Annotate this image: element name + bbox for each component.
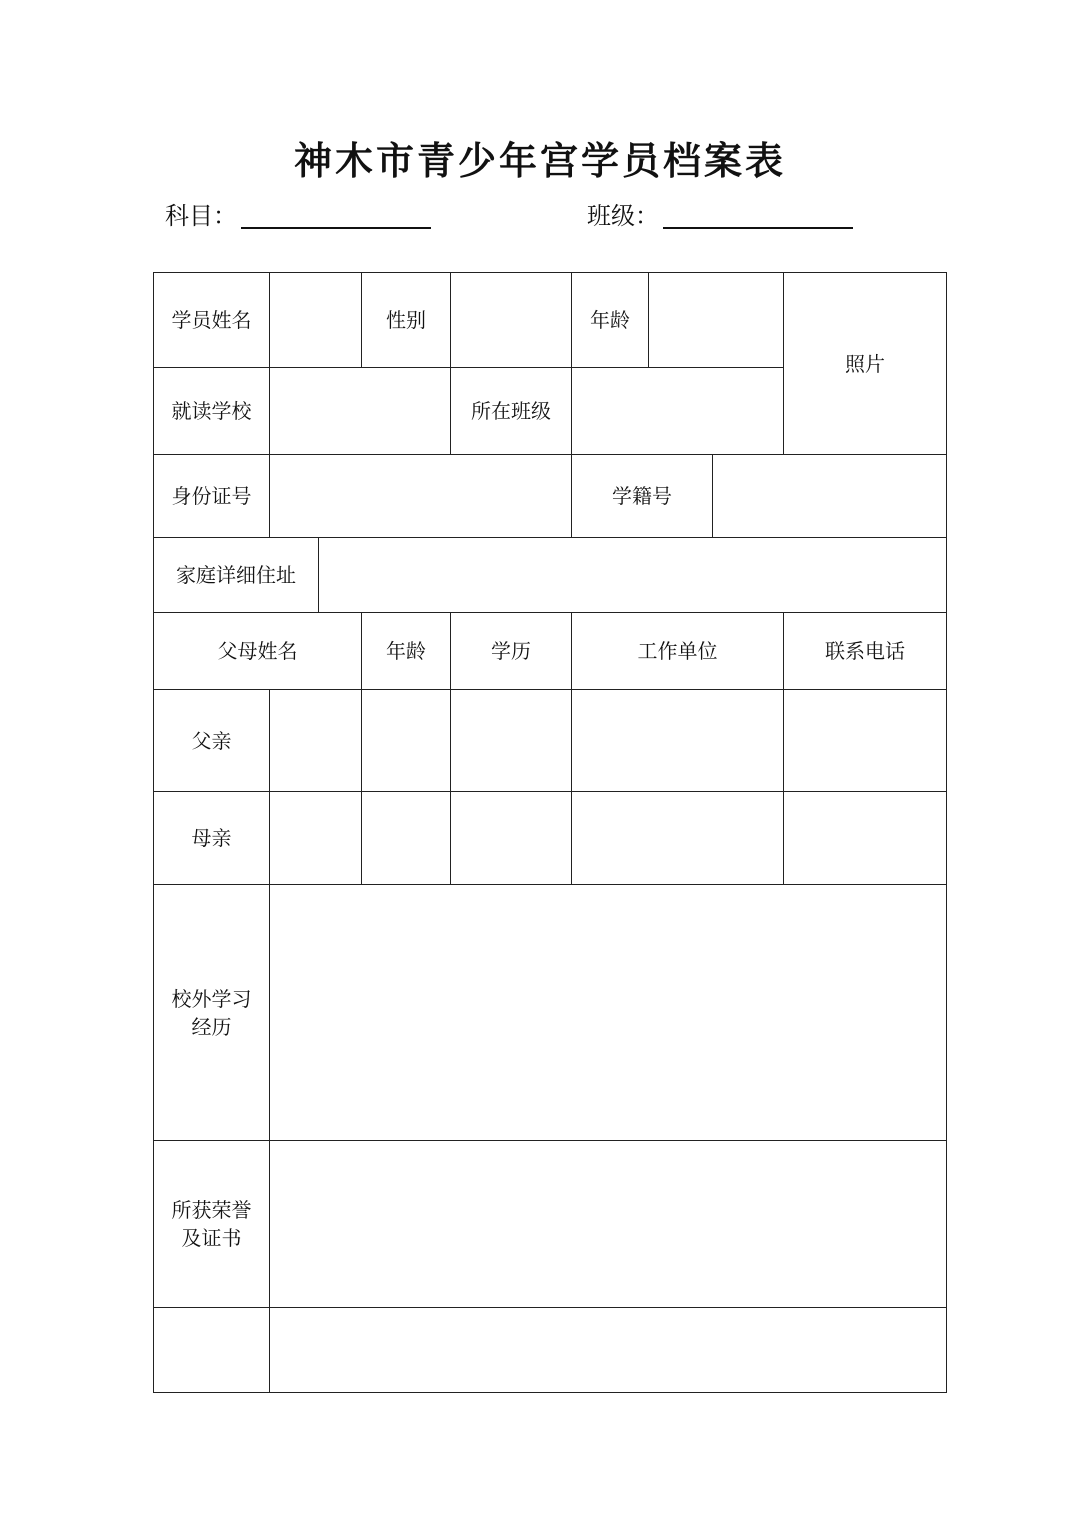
class-label: 班级： bbox=[587, 202, 659, 230]
subject-field bbox=[165, 196, 431, 236]
father-name-cell[interactable] bbox=[270, 690, 362, 792]
mother-age-cell[interactable] bbox=[362, 792, 451, 885]
page-title: 神木市青少年宫学员档案表 bbox=[293, 138, 786, 183]
mother-education-cell[interactable] bbox=[451, 792, 572, 885]
school-cell[interactable] bbox=[270, 368, 451, 455]
parents-name-header: 父母姓名 bbox=[154, 613, 362, 690]
parents-education-header: 学历 bbox=[451, 613, 572, 690]
mother-phone-cell[interactable] bbox=[784, 792, 947, 885]
mother-employer-cell[interactable] bbox=[572, 792, 784, 885]
photo-cell[interactable] bbox=[784, 273, 947, 455]
blank-label-cell[interactable] bbox=[154, 1308, 270, 1393]
blank-content-cell[interactable] bbox=[270, 1308, 947, 1393]
student-number-cell[interactable] bbox=[713, 455, 947, 538]
father-age-cell[interactable] bbox=[362, 690, 451, 792]
id-number-cell[interactable] bbox=[270, 455, 572, 538]
student-name-label: 学员姓名 bbox=[154, 273, 270, 368]
subject-label: 科目： bbox=[165, 202, 237, 230]
student-number-label: 学籍号 bbox=[572, 455, 713, 538]
student-record-form bbox=[153, 272, 947, 1393]
gender-cell[interactable] bbox=[451, 273, 572, 368]
outside-learning-cell[interactable] bbox=[270, 885, 947, 1141]
father-education-cell[interactable] bbox=[451, 690, 572, 792]
class-name-cell[interactable] bbox=[572, 368, 784, 455]
school-label: 就读学校 bbox=[154, 368, 270, 455]
id-number-label: 身份证号 bbox=[154, 455, 270, 538]
photo-label: 照片 bbox=[845, 351, 885, 376]
honors-label: 所获荣誉及证书 bbox=[171, 1198, 252, 1250]
father-employer-cell[interactable] bbox=[572, 690, 784, 792]
parents-phone-header: 联系电话 bbox=[784, 613, 947, 690]
outside-learning-label: 校外学习经历 bbox=[171, 986, 252, 1039]
mother-label: 母亲 bbox=[154, 792, 270, 885]
address-cell[interactable] bbox=[319, 538, 947, 613]
gender-label: 性别 bbox=[362, 273, 451, 368]
class-field bbox=[587, 196, 853, 236]
class-blank-line[interactable] bbox=[663, 199, 853, 229]
mother-name-cell[interactable] bbox=[270, 792, 362, 885]
class-name-label: 所在班级 bbox=[451, 368, 572, 455]
age-cell[interactable] bbox=[649, 273, 784, 368]
father-phone-cell[interactable] bbox=[784, 690, 947, 792]
parents-employer-header: 工作单位 bbox=[572, 613, 784, 690]
honors-label-cell bbox=[154, 1141, 270, 1308]
student-name-cell[interactable] bbox=[270, 273, 362, 368]
subject-blank-line[interactable] bbox=[241, 199, 431, 229]
father-label: 父亲 bbox=[154, 690, 270, 792]
address-label: 家庭详细住址 bbox=[154, 538, 319, 613]
outside-learning-label-cell bbox=[154, 885, 270, 1141]
parents-age-header: 年龄 bbox=[362, 613, 451, 690]
honors-cell[interactable] bbox=[270, 1141, 947, 1308]
age-label: 年龄 bbox=[572, 273, 649, 368]
